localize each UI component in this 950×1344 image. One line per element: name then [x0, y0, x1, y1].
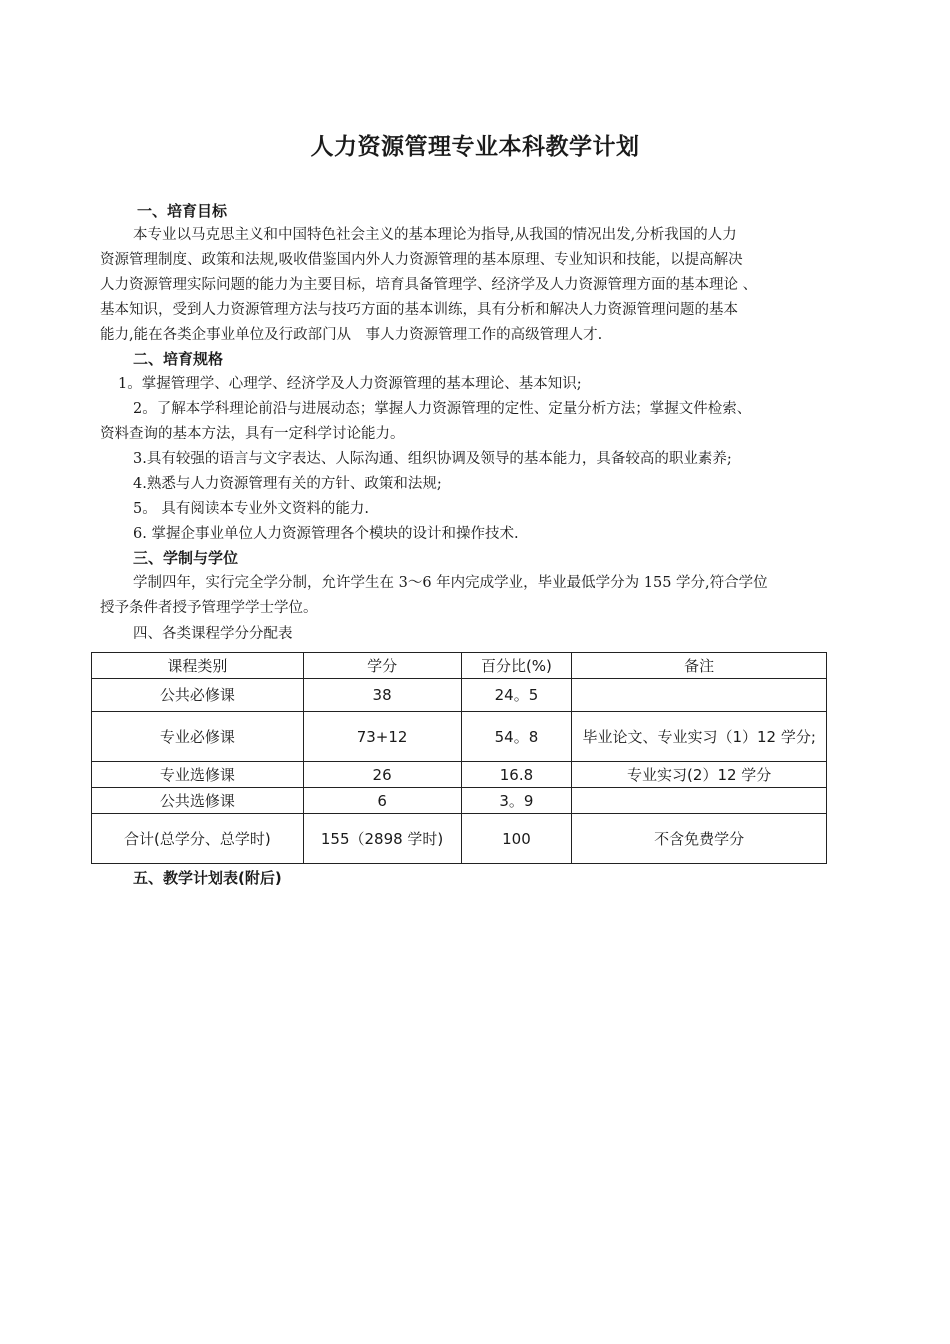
table-row: [92, 814, 827, 864]
goal-line-3: 人力资源管理实际问题的能力为主要目标，培育具备管理学、经济学及人力资源管理方面的基本理论 、: [100, 277, 758, 293]
table-cell: 专业必修课: [92, 712, 304, 762]
spec-line-5: 4.熟悉与人力资源管理有关的方针、政策和法规;: [133, 476, 442, 492]
credit-distribution-table: [91, 652, 827, 864]
goal-line-1: 本专业以马克思主义和中国特色社会主义的基本理论为指导,从我国的情况出发,分析我国的人力: [133, 227, 737, 243]
table-row: [92, 679, 827, 712]
table-cell: 不含免费学分: [572, 814, 827, 864]
page-title: 人力资源管理专业本科教学计划: [310, 134, 640, 160]
table-header-cell: 百分比(%): [461, 653, 572, 679]
goal-line-4: 基本知识，受到人力资源管理方法与技巧方面的基本训练，具有分析和解决人力资源管理问题的基本: [100, 302, 738, 318]
table-header-cell: 备注: [572, 653, 827, 679]
spec-line-7: 6. 掌握企事业单位人力资源管理各个模块的设计和操作技术.: [133, 526, 519, 542]
table-cell: 公共选修课: [92, 788, 304, 814]
table-header-cell: 学分: [303, 653, 461, 679]
spec-line-3: 资料查询的基本方法，具有一定科学讨论能力。: [100, 426, 405, 442]
table-cell: 100: [461, 814, 572, 864]
spec-line-1: 1。掌握管理学、心理学、经济学及人力资源管理的基本理论、基本知识;: [118, 376, 582, 392]
table-cell: 155（2898 学时): [303, 814, 461, 864]
duration-line-1: 学制四年，实行完全学分制，允许学生在 3～6 年内完成学业，毕业最低学分为 155 学分,符合学位: [133, 575, 768, 591]
table-cell: 6: [303, 788, 461, 814]
table-cell: 毕业论文、专业实习（1）12 学分;: [572, 712, 827, 762]
table-cell: 专业实习(2）12 学分: [572, 762, 827, 788]
table-cell: 3。9: [461, 788, 572, 814]
heading-training-goal: 一、培育目标: [137, 202, 228, 220]
table-cell: 54。8: [461, 712, 572, 762]
table-cell: 26: [303, 762, 461, 788]
heading-training-spec: 二、培育规格: [133, 350, 224, 368]
spec-line-6: 5。 具有阅读本专业外文资料的能力.: [133, 501, 369, 517]
table-cell: [572, 788, 827, 814]
table-cell: 公共必修课: [92, 679, 304, 712]
spec-line-2: 2。了解本学科理论前沿与进展动态；掌握人力资源管理的定性、定量分析方法；掌握文件检索、: [133, 401, 752, 417]
table-cell: 73+12: [303, 712, 461, 762]
table-row: [92, 788, 827, 814]
heading-teaching-plan: 五、教学计划表(附后): [133, 869, 282, 887]
table-row: [92, 712, 827, 762]
table-cell: 合计(总学分、总学时): [92, 814, 304, 864]
table-header-cell: 课程类别: [92, 653, 304, 679]
heading-duration-degree: 三、学制与学位: [133, 549, 239, 567]
table-cell: 24。5: [461, 679, 572, 712]
table-header-row: [92, 653, 827, 679]
table-cell: 专业选修课: [92, 762, 304, 788]
duration-line-2: 授予条件者授予管理学学士学位。: [100, 600, 318, 616]
goal-line-2: 资源管理制度、政策和法规,吸收借鉴国内外人力资源管理的基本原理、专业知识和技能，以提高解决: [100, 252, 743, 268]
spec-line-4: 3.具有较强的语言与文字表达、人际沟通、组织协调及领导的基本能力，具备较高的职业素养;: [133, 451, 732, 467]
table-cell: 38: [303, 679, 461, 712]
table-cell: [572, 679, 827, 712]
table-cell: 16.8: [461, 762, 572, 788]
table-row: [92, 762, 827, 788]
heading-credit-table: 四、各类课程学分分配表: [133, 626, 293, 642]
goal-line-5: 能力,能在各类企事业单位及行政部门从 事人力资源管理工作的高级管理人才.: [100, 327, 603, 343]
